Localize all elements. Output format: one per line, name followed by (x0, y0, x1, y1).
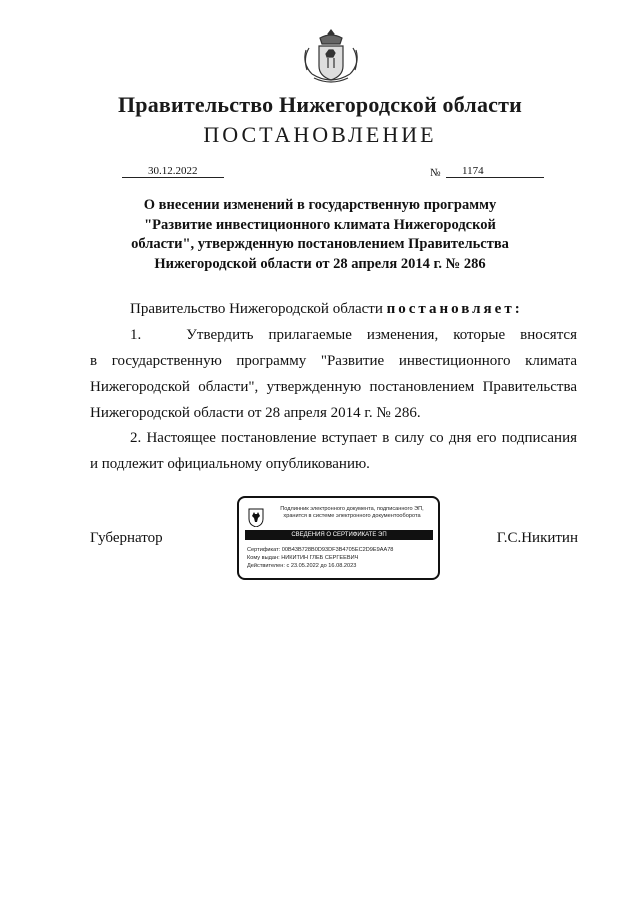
certificate-serial: Сертификат: 00B43B728B0D93DF3B4705EC2D9E9AA78 (247, 547, 394, 553)
number-sign: № (430, 167, 441, 179)
signer-title: Губернатор (90, 530, 163, 546)
intro-prefix: Правительство Нижегородской области (130, 301, 383, 317)
item-one-line: Нижегородской области от 28 апреля 2014 г. № 286. (90, 405, 421, 421)
certificate-validity: Действителен: с 23.05.2022 до 16.08.2023 (247, 563, 357, 569)
subject-line: области", утвержденную постановлением Правительства (131, 236, 509, 252)
item-one-paragraph (90, 322, 577, 426)
certificate-details (247, 546, 437, 570)
signer-name: Г.С.Никитин (496, 530, 578, 546)
subject-line: "Развитие инвестиционного климата Нижегородской (144, 216, 496, 233)
certificate-owner: Кому выдан: НИКИТИН ГЛЕБ СЕРГЕЕВИЧ (247, 555, 359, 561)
stamp-header-bar: СВЕДЕНИЯ О СЕРТИФИКАТЕ ЭП (245, 530, 433, 540)
stamp-note-line: Подлинник электронного документа, подписанного ЭП, (280, 506, 424, 512)
item-two-line: 2. Настоящее постановление вступает в силу со дня его подписания (130, 430, 577, 446)
coat-of-arms-emblem (300, 28, 362, 86)
item-one-line: 1. Утвердить прилагаемые изменения, которые вносятся (130, 327, 577, 343)
intro-verb: постановляет: (386, 301, 523, 317)
document-number: 1174 (446, 165, 544, 178)
item-two-paragraph (90, 425, 577, 477)
document-date: 30.12.2022 (122, 165, 224, 178)
subject-line: Нижегородской области от 28 апреля 2014 г. № 286 (154, 255, 486, 272)
stamp-note (269, 506, 435, 520)
item-one-line: в государственную программу "Развитие инвестиционного климата (90, 353, 577, 369)
item-one-line: Нижегородской области", утвержденную постановлением Правительства (90, 379, 577, 395)
stamp-note-line: хранится в системе электронного документооборота (283, 513, 421, 519)
document-subject (100, 196, 540, 274)
deer-logo-icon (247, 507, 265, 527)
government-title: Правительство Нижегородской области (117, 92, 522, 117)
subject-line: О внесении изменений в государственную программу (143, 197, 497, 213)
document-type: ПОСТАНОВЛЕНИЕ (203, 122, 437, 147)
electronic-signature-stamp (237, 496, 440, 580)
intro-paragraph (90, 296, 577, 322)
item-two-line: и подлежит официальному опубликованию. (90, 456, 370, 472)
